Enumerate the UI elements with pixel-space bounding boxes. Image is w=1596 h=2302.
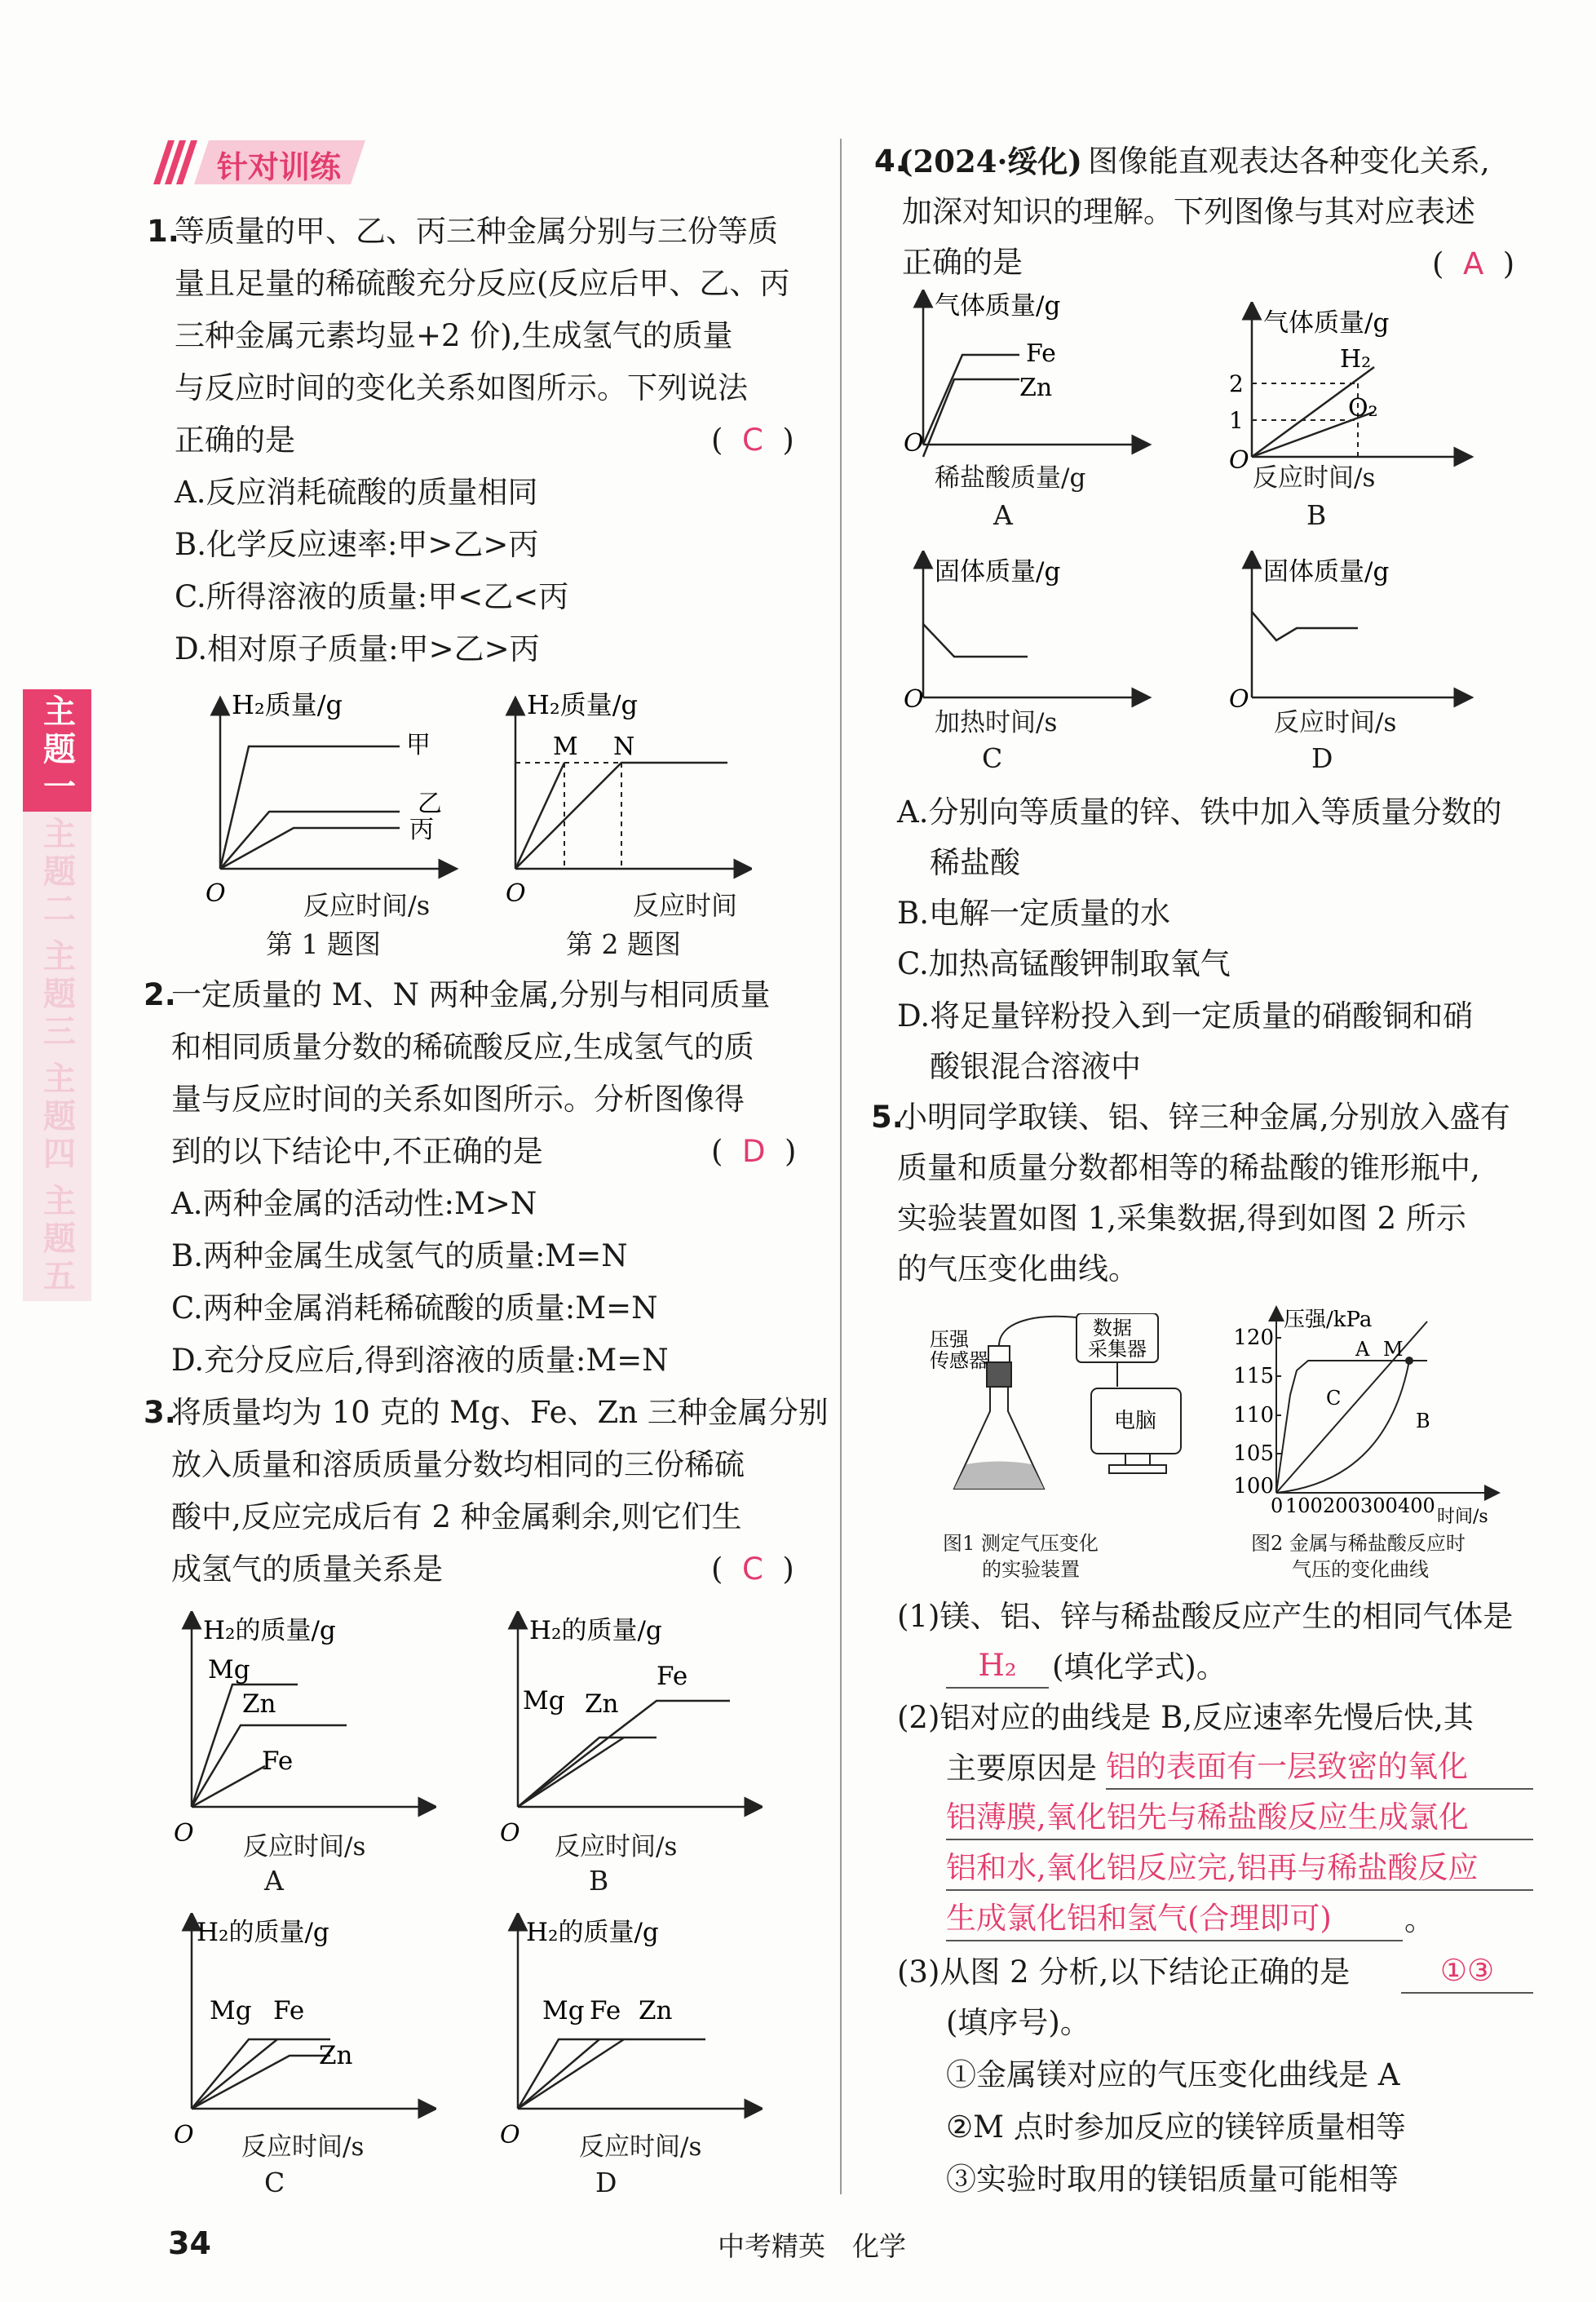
y-tick-label: 1 — [1229, 407, 1244, 434]
curve-label: Mg — [208, 1655, 250, 1684]
book-title: 中考精英 化学 — [718, 2230, 906, 2262]
sub2-answer-line: 铝的表面有一层致密的氧化 — [1106, 1741, 1533, 1790]
question-number: 2. — [144, 977, 176, 1012]
question-line: 质量和质量分数都相等的稀盐酸的锥形瓶中, — [897, 1150, 1480, 1185]
sub1-answer-blank — [946, 1640, 1049, 1689]
question-line: 三种金属元素均显+2 价),生成氢气的质量 — [175, 318, 733, 353]
y-tick-label: 2 — [1229, 370, 1244, 397]
question-line: 和相同质量分数的稀硫酸反应,生成氢气的质 — [171, 1029, 754, 1065]
question-line: 放入质量和溶质质量分数均相同的三份稀硫 — [171, 1447, 745, 1482]
chart-letter: A — [264, 1865, 284, 1897]
y-axis-label: H₂的质量/g — [526, 1918, 659, 1947]
question-number: 3. — [144, 1395, 176, 1430]
origin-label: O — [904, 685, 924, 714]
series-line-jia — [220, 746, 400, 869]
sensor-label: 传感器 — [930, 1349, 988, 1372]
x-axis-label: 加热时间/s — [935, 708, 1058, 737]
curve-label: M — [1383, 1338, 1404, 1361]
question-line: 图像能直观表达各种变化关系, — [1088, 144, 1490, 179]
y-axis-label: H₂质量/g — [232, 689, 343, 720]
y-tick: 105 — [1233, 1441, 1274, 1466]
y-axis-label: 固体质量/g — [1263, 557, 1390, 587]
question-line: 加深对知识的理解。下列图像与其对应表述 — [902, 194, 1475, 229]
curve-label: Zn — [319, 2041, 353, 2070]
x-axis-label: 反应时间/s — [303, 890, 431, 921]
curve-label: O₂ — [1348, 394, 1378, 423]
curve-label: Fe — [590, 1996, 621, 2025]
option-a: A.分别向等质量的锌、铁中加入等质量分数的 — [897, 795, 1502, 830]
fig2-caption: 气压的变化曲线 — [1292, 1558, 1429, 1581]
y-tick: 115 — [1233, 1364, 1274, 1388]
question-line: 正确的是 — [902, 245, 1023, 280]
origin-label: O — [506, 879, 526, 908]
question-line: 量与反应时间的关系如图所示。分析图像得 — [171, 1082, 745, 1117]
origin-label: O — [904, 429, 924, 458]
curve-label: C — [1326, 1387, 1342, 1410]
x-axis-label: 反应时间/s — [1274, 708, 1397, 737]
q4-chart-c — [897, 551, 1166, 714]
sub1-tail: (填化学式)。 — [1052, 1649, 1227, 1684]
fig1-caption: 的实验装置 — [982, 1558, 1080, 1581]
origin-label: O — [174, 1819, 194, 1848]
side-tab-topic-5[interactable]: 主题五 — [23, 1179, 91, 1301]
question-number: 1. — [147, 214, 179, 249]
curve-label: Fe — [1026, 339, 1056, 368]
computer-label: 电脑 — [1114, 1409, 1157, 1433]
chart-letter: B — [1306, 499, 1327, 531]
x-tick: 0 — [1271, 1494, 1284, 1517]
curve-label: Zn — [585, 1689, 619, 1719]
question-source: (2024·绥化) — [899, 144, 1082, 179]
y-tick: 100 — [1233, 1474, 1274, 1499]
curve-label: B — [1416, 1410, 1430, 1432]
curve-label: Zn — [242, 1689, 276, 1719]
x-axis-label: 反应时间 — [633, 890, 738, 921]
y-axis-label: H₂质量/g — [527, 689, 639, 720]
question-line: 成氢气的质量关系是 — [171, 1552, 443, 1587]
curve-c — [1276, 1321, 1427, 1493]
q4-chart-b — [1219, 302, 1488, 473]
y-axis-label: 气体质量/g — [1263, 308, 1390, 338]
series-label: N — [613, 733, 635, 761]
x-axis-label: 时间/s — [1437, 1507, 1488, 1525]
option-d: D.将足量锌粉投入到一定质量的硝酸铜和硝 — [897, 998, 1474, 1034]
series-label: 甲 — [406, 731, 431, 759]
q3-chart-b — [493, 1611, 763, 1848]
series-line-bing — [220, 828, 400, 869]
series-label: 乙 — [418, 790, 442, 818]
chart-letter: D — [595, 2167, 617, 2198]
option-a-cont: 稀盐酸 — [930, 845, 1020, 880]
side-tab-topic-2[interactable]: 主题二 — [23, 812, 91, 934]
sensor-label: 压强 — [930, 1328, 969, 1351]
fig1-apparatus — [930, 1313, 1191, 1509]
figure-caption: 第 1 题图 — [266, 928, 381, 960]
chart-letter: B — [589, 1865, 609, 1897]
x-tick: 300 — [1360, 1494, 1398, 1517]
q4-chart-d — [1219, 551, 1488, 714]
fig2-caption: 图2 金属与稀盐酸反应时 — [1251, 1532, 1466, 1555]
point-m — [1405, 1357, 1413, 1365]
answer-choice: A — [1462, 246, 1484, 281]
sub2-text: (2)铝对应的曲线是 B,反应速率先慢后快,其 — [897, 1700, 1474, 1735]
sub3-option: ②M 点时参加反应的镁锌质量相等 — [946, 2109, 1406, 2145]
sub3-option: ③实验时取用的镁铝质量可能相等 — [946, 2162, 1399, 2197]
question-line: 实验装置如图 1,采集数据,得到如图 2 所示 — [897, 1201, 1466, 1236]
curve-label: H₂ — [1340, 345, 1372, 374]
question-line: 量且足量的稀硫酸充分反应(反应后甲、乙、丙 — [175, 266, 790, 301]
question-line: 一定质量的 M、N 两种金属,分别与相同质量 — [171, 977, 771, 1012]
answer-bracket: ( C ) — [711, 423, 794, 458]
origin-label: O — [206, 879, 226, 908]
curve-label: Fe — [262, 1746, 294, 1776]
sub2-answer-line: 铝薄膜,氧化铝先与稀盐酸反应生成氯化 — [946, 1791, 1533, 1840]
collector-label: 数据 — [1093, 1317, 1132, 1339]
curve-label: Zn — [1019, 374, 1053, 402]
curve-label: Mg — [542, 1996, 585, 2025]
origin-label: O — [500, 2121, 520, 2149]
sub2-answer-line: 铝和水,氧化铝反应完,铝再与稀盐酸反应 — [946, 1842, 1533, 1891]
option-a: A.反应消耗硫酸的质量相同 — [175, 475, 538, 510]
section-header-title: 针对训练 — [217, 149, 342, 185]
sub1-text: (1)镁、铝、锌与稀盐酸反应产生的相同气体是 — [897, 1599, 1514, 1634]
q3-chart-a — [167, 1611, 436, 1848]
chart-letter: A — [993, 499, 1013, 531]
sub3-tail: (填序号)。 — [946, 2005, 1090, 2040]
sub3-answer-blank — [1401, 1945, 1533, 1994]
option-d-cont: 酸银混合溶液中 — [930, 1049, 1141, 1084]
origin-label: O — [1229, 446, 1249, 473]
sub3-text: (3)从图 2 分析,以下结论正确的是 — [897, 1954, 1351, 1990]
page-number: 34 — [168, 2225, 211, 2261]
chart-letter: C — [982, 742, 1003, 774]
curve-label: Fe — [273, 1996, 305, 2025]
chart-letter: C — [264, 2167, 285, 2198]
series-label: M — [553, 733, 578, 761]
y-axis-label: H₂的质量/g — [197, 1918, 329, 1947]
q3-chart-d — [493, 1913, 763, 2149]
question-line: 将质量均为 10 克的 Mg、Fe、Zn 三种金属分别 — [171, 1395, 829, 1430]
question-line: 小明同学取镁、铝、锌三种金属,分别放入盛有 — [897, 1100, 1510, 1135]
question-line: 与反应时间的变化关系如图所示。下列说法 — [175, 370, 748, 405]
series-line-yi — [220, 812, 400, 869]
question-number: 5. — [871, 1100, 904, 1135]
option-b: B.化学反应速率:甲>乙>丙 — [175, 527, 539, 562]
sub3-answer: ①③ — [1439, 1953, 1495, 1988]
question-line: 酸中,反应完成后有 2 种金属剩余,则它们生 — [171, 1499, 742, 1534]
x-axis-label: 反应时间/s — [1253, 463, 1376, 493]
x-axis-label: 反应时间/s — [555, 1832, 678, 1862]
x-axis-label: 稀盐酸质量/g — [935, 463, 1086, 493]
answer-choice: C — [741, 1552, 763, 1587]
series-label: 丙 — [409, 816, 434, 844]
y-axis-label: 压强/kPa — [1284, 1308, 1373, 1332]
option-d: D.充分反应后,得到溶液的质量:M=N — [171, 1343, 669, 1378]
x-axis-label: 反应时间/s — [579, 2132, 702, 2162]
sub1-answer: H₂ — [978, 1648, 1017, 1683]
question-line: 到的以下结论中,不正确的是 — [171, 1134, 543, 1169]
curve-label: Fe — [657, 1662, 688, 1691]
series-line-m — [515, 763, 564, 869]
option-d: D.相对原子质量:甲>乙>丙 — [175, 631, 540, 666]
collector-label: 采集器 — [1088, 1338, 1147, 1361]
origin-label: O — [500, 1819, 520, 1848]
column-divider — [840, 139, 842, 2194]
y-axis-label: H₂的质量/g — [203, 1616, 336, 1645]
x-tick: 100 — [1285, 1494, 1323, 1517]
answer-choice: C — [741, 423, 763, 458]
q2-figure — [499, 689, 752, 910]
question-number: 4. — [874, 144, 907, 179]
y-axis-label: 气体质量/g — [935, 291, 1061, 321]
question-line: 正确的是 — [175, 423, 295, 458]
chart-letter: D — [1311, 742, 1333, 774]
fig1-caption: 图1 测定气压变化 — [943, 1532, 1099, 1555]
question-line: 的气压变化曲线。 — [897, 1251, 1138, 1286]
side-tab-bar — [23, 689, 91, 1301]
curve-label: Mg — [523, 1686, 565, 1715]
option-c: C.所得溶液的质量:甲<乙<丙 — [175, 579, 569, 614]
answer-bracket: ( C ) — [711, 1552, 794, 1587]
origin-label: O — [1229, 685, 1249, 714]
option-b: B.两种金属生成氢气的质量:M=N — [171, 1238, 628, 1273]
y-tick: 110 — [1233, 1403, 1274, 1428]
option-c: C.加热高锰酸钾制取氧气 — [897, 946, 1231, 981]
y-axis-label: H₂的质量/g — [529, 1616, 662, 1645]
question-line: 等质量的甲、乙、丙三种金属分别与三份等质 — [175, 214, 778, 249]
x-axis-label: 反应时间/s — [241, 2132, 365, 2162]
curve-label: Zn — [639, 1996, 673, 2025]
curve-b — [1276, 1361, 1409, 1493]
q1-figure — [204, 689, 473, 910]
answer-bracket: ( A ) — [1432, 246, 1515, 281]
curve-label: Mg — [210, 1996, 252, 2025]
sub2-lead: 主要原因是 — [946, 1751, 1097, 1786]
y-tick: 120 — [1233, 1326, 1274, 1350]
q4-chart-a — [897, 290, 1166, 461]
x-axis-label: 反应时间/s — [243, 1832, 366, 1862]
fig2-pressure-chart — [1223, 1305, 1517, 1525]
curve-label: A — [1355, 1338, 1370, 1361]
x-tick: 400 — [1398, 1494, 1435, 1517]
figure-caption: 第 2 题图 — [566, 928, 681, 960]
x-tick: 200 — [1323, 1494, 1360, 1517]
pressure-sensor-icon — [988, 1346, 1010, 1362]
origin-label: O — [174, 2121, 194, 2149]
option-a: A.两种金属的活动性:M>N — [171, 1186, 537, 1221]
answer-choice: D — [741, 1134, 766, 1169]
side-tab-topic-3[interactable]: 主题三 — [23, 934, 91, 1056]
y-axis-label: 固体质量/g — [935, 557, 1061, 587]
sub2-answer-line: 生成氯化铝和氢气(合理即可) — [946, 1893, 1403, 1941]
sub3-option: ①金属镁对应的气压变化曲线是 A — [946, 2057, 1400, 2092]
sub2-end: 。 — [1404, 1902, 1435, 1937]
section-header-banner — [145, 135, 374, 189]
side-tab-topic-1[interactable]: 主题一 — [23, 689, 91, 812]
answer-bracket: ( D ) — [711, 1134, 797, 1169]
option-b: B.电解一定质量的水 — [897, 896, 1170, 931]
option-c: C.两种金属消耗稀硫酸的质量:M=N — [171, 1290, 658, 1326]
q3-chart-c — [167, 1913, 436, 2149]
side-tab-topic-4[interactable]: 主题四 — [23, 1056, 91, 1179]
